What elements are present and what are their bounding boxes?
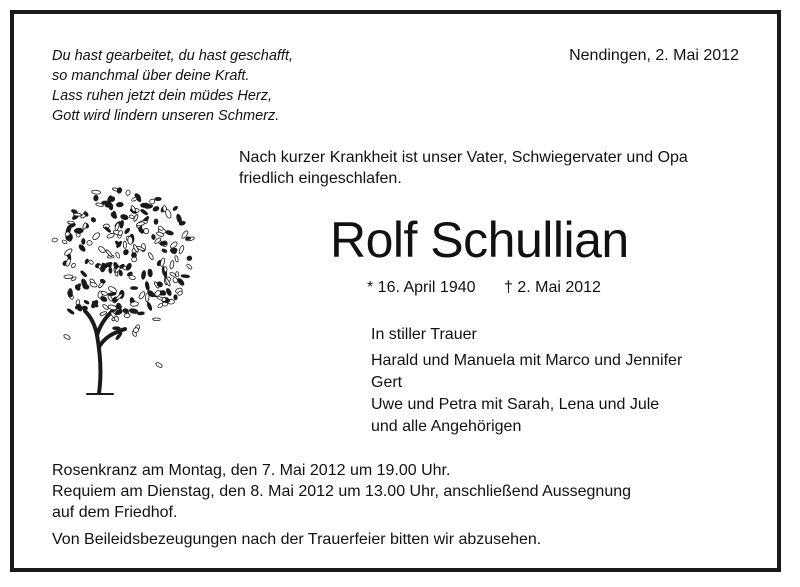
tree-leaf <box>124 227 131 234</box>
tree-leaf <box>116 202 123 207</box>
tree-leaf <box>128 236 133 244</box>
tree-leaf <box>89 282 97 288</box>
tree-leaf <box>164 266 167 272</box>
tree-leaf <box>153 318 161 321</box>
tree-leaf <box>151 234 155 240</box>
service-line: Rosenkranz am Montag, den 7. Mai 2012 um 19.00 Uhr. <box>52 462 451 479</box>
tree-leaf <box>172 277 178 284</box>
falling-leaf <box>63 334 71 341</box>
tree-leaf <box>141 270 146 279</box>
tree-leaf <box>148 269 153 277</box>
tree-leaf <box>176 214 183 224</box>
tree-leaf <box>138 226 145 234</box>
tree-leaf <box>185 237 190 240</box>
tree-leaf <box>117 187 123 194</box>
tree-leaf <box>74 228 83 233</box>
tree-leaf <box>82 222 87 229</box>
tree-leaf <box>123 241 127 248</box>
tree-leaf <box>131 287 138 290</box>
tree-leaf <box>172 206 178 212</box>
tree-leaf <box>71 263 77 269</box>
tree-leaf <box>82 284 90 290</box>
tree-leaf <box>155 197 162 200</box>
tree-leaf <box>149 199 154 204</box>
mourner-line: Uwe und Petra mit Sarah, Lena und Jule <box>371 396 660 413</box>
tree-leaf <box>115 252 121 259</box>
service-line: Requiem am Dienstag, den 8. Mai 2012 um 13.00 Uhr, anschließend Aussegnung <box>52 483 632 500</box>
tree-leaf <box>136 221 145 226</box>
tree-leaf <box>129 275 136 281</box>
mourner-line: Gert <box>371 374 403 391</box>
tree-leaf <box>137 312 144 315</box>
tree-leaf <box>91 190 100 195</box>
tree-leaf <box>114 222 120 231</box>
tree-foliage <box>52 187 195 368</box>
tree-leaf <box>143 228 149 234</box>
tree-leaf <box>129 308 139 314</box>
poem-line: Lass ruhen jetzt dein müdes Herz, <box>52 88 273 104</box>
tree-leaf <box>125 263 132 271</box>
tree-leaf <box>67 308 75 315</box>
death-date: † 2. Mai 2012 <box>503 279 601 296</box>
tree-leaf <box>130 301 138 306</box>
tree-leaf <box>140 209 148 216</box>
tree-leaf <box>84 300 90 305</box>
death-announcement <box>239 147 688 189</box>
tree-leaf <box>92 232 101 241</box>
mourners-list <box>371 324 682 438</box>
life-dates <box>367 277 601 299</box>
memorial-poem <box>52 46 293 126</box>
falling-leaf <box>155 362 163 369</box>
poem-line: Gott wird lindern unseren Schmerz. <box>52 108 280 124</box>
mourner-line: und alle Angehörigen <box>371 418 522 435</box>
announcement-line: Nach kurzer Krankheit ist unser Vater, Schwiegervater und Opa <box>239 149 688 166</box>
tree-leaf <box>86 240 92 246</box>
tree-leaf <box>138 291 146 300</box>
tree-leaf <box>68 288 72 297</box>
tree-leaf <box>124 313 130 317</box>
tree-leaf <box>71 209 78 214</box>
tree-leaf <box>165 288 172 297</box>
deceased-name: Rolf Schullian <box>330 212 629 268</box>
tree-leaf <box>165 209 172 219</box>
tree-leaf <box>125 190 130 196</box>
obituary-notice <box>10 10 781 572</box>
tree-leaf <box>186 263 193 270</box>
tree-leaf <box>157 296 164 301</box>
tree-leaf <box>141 203 150 207</box>
tree-leaf <box>119 270 123 276</box>
tree-leaf <box>110 212 118 220</box>
tree-leaf <box>174 295 178 300</box>
tree-leaf <box>146 302 152 311</box>
tree-leaf <box>90 299 99 309</box>
poem-line: so manchmal über deine Kraft. <box>52 68 250 84</box>
tree-leaf <box>161 248 167 253</box>
service-line: auf dem Friedhof. <box>52 504 178 521</box>
tree-leaf <box>186 255 192 261</box>
tree-leaf <box>107 195 113 204</box>
poem-line: Du hast gearbeitet, du hast geschafft, <box>52 48 294 64</box>
tree-leaf <box>97 245 106 253</box>
tree-leaf <box>176 272 179 277</box>
tree-leaf <box>165 230 174 236</box>
birth-date: * 16. April 1940 <box>367 279 476 296</box>
tree-leaf <box>108 304 117 311</box>
tree-leaf <box>169 272 176 277</box>
tree-leaf <box>106 233 114 239</box>
tree-leaf <box>154 219 158 225</box>
tree-leaf <box>78 244 86 253</box>
tree-leaf <box>145 281 150 291</box>
tree-leaf <box>100 295 108 302</box>
mourner-line: Harald und Manuela mit Marco und Jennifer <box>371 352 683 369</box>
tree-leaf <box>145 293 149 302</box>
tree-leaf <box>109 267 112 273</box>
tree-leaf <box>120 214 129 221</box>
mourning-heading: In stiller Trauer <box>371 326 477 343</box>
tree-leaf <box>148 252 155 261</box>
announcement-line: friedlich eingeschlafen. <box>239 170 402 187</box>
tree-icon <box>47 187 197 397</box>
funeral-services <box>52 460 631 523</box>
tree-leaf <box>178 245 184 254</box>
tree-leaf <box>123 249 130 256</box>
tree-leaf <box>174 255 178 262</box>
tree-leaf <box>65 258 71 267</box>
tree-leaf <box>169 260 174 269</box>
closing-note: Von Beileidsbezeugungen nach der Trauerfeier bitten wir abzusehen. <box>52 531 542 548</box>
tree-leaf <box>181 275 190 278</box>
tree-leaf <box>169 241 178 249</box>
tree-leaf <box>84 259 89 265</box>
tree-leaf <box>80 270 87 277</box>
tree-trunk <box>85 307 125 394</box>
tree-leaf <box>82 239 86 245</box>
tree-leaf <box>94 195 99 201</box>
tree-leaf <box>152 206 159 212</box>
place-and-date: Nendingen, 2. Mai 2012 <box>569 47 739 64</box>
tree-leaf <box>160 258 166 267</box>
tree-leaf <box>113 327 121 330</box>
tree-leaf <box>88 259 94 265</box>
tree-leaf <box>52 238 58 242</box>
tree-leaf <box>157 303 163 309</box>
tree-leaf <box>90 217 96 223</box>
tree-leaf <box>82 306 88 311</box>
tree-leaf <box>64 275 73 279</box>
